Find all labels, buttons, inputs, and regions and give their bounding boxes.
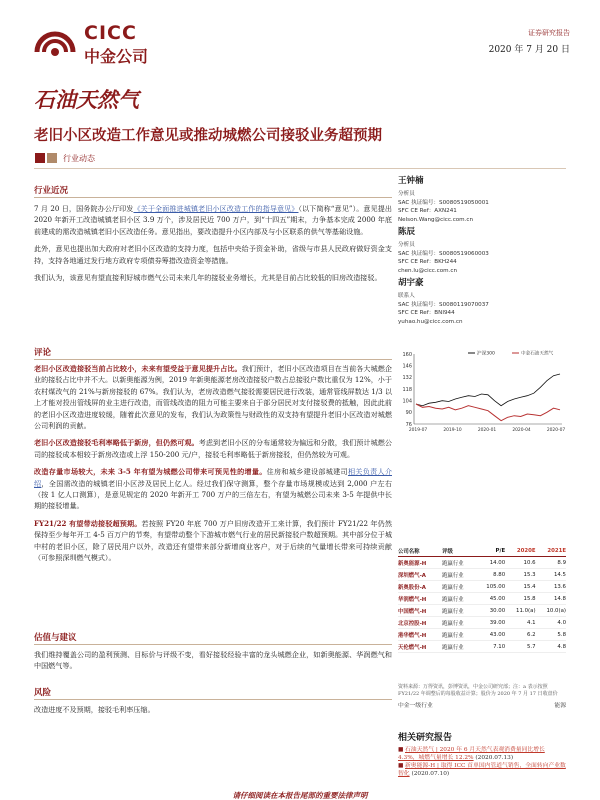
table-cell: 5.8	[536, 629, 566, 641]
company-name: 深圳燃气-A	[398, 569, 442, 581]
series-line-cicc-oil-gas	[416, 404, 560, 421]
paragraph: 改造进度不及预期，接驳毛利率压缩。	[34, 705, 155, 714]
paragraph-lead: 老旧小区改造接驳当前占比较小，未来有望受益于意见提升占比。	[34, 364, 242, 373]
table-cell: 跑赢行业	[442, 629, 476, 641]
analyst-role: 分析员	[398, 191, 415, 197]
analyst-sfc: SFC CE Ref：AXN241	[398, 208, 457, 215]
analyst-sac: SAC 执证编号：S0080119070037	[398, 301, 489, 308]
company-name: 天伦燃气-H	[398, 641, 442, 653]
logo-text-cn: 中金公司	[84, 47, 149, 66]
table-cell: 30.00	[476, 605, 505, 617]
table-cell: 11.0(a)	[505, 605, 535, 617]
table-cell: 15.8	[505, 593, 535, 605]
analyst-email[interactable]: yuhao.hu@cicc.com.cn	[398, 318, 463, 325]
analyst-sfc: SFC CE Ref：BKH244	[398, 259, 457, 266]
x-tick-label: 2020-07	[546, 428, 566, 433]
x-tick-label: 2019-07	[408, 428, 428, 433]
table-header: 公司名称	[398, 546, 442, 557]
cicc-logo-mark-icon	[31, 22, 79, 66]
company-name: 北京控股-H	[398, 617, 442, 629]
text: ，全国需改造的城镇老旧小区涉及居民上亿人。经过我们保守测算，整个存量市场规模或达到 2,000 户左右（按 1 亿人口测算），是意见规定的 2020 年新开工 700 万户的三倍左右，有望为城燃公司未来 3-5 年提供中长期的接驳增量。	[34, 478, 392, 511]
analyst-name: 陈辰	[398, 227, 416, 237]
x-tick-label: 2020-01	[477, 428, 497, 433]
table-cell: 8.9	[536, 557, 566, 569]
analyst-sac: SAC 执证编号：S0080519050001	[398, 199, 489, 206]
table-cell: 14.00	[476, 557, 505, 569]
analyst-name: 王钟楠	[398, 176, 424, 186]
section-heading: 估值与建议	[34, 631, 392, 645]
section-valuation	[34, 631, 392, 672]
table-cell: 105.00	[476, 581, 505, 593]
company-name: 港华燃气-H	[398, 629, 442, 641]
table-cell: 14.5	[536, 569, 566, 581]
analyst-email[interactable]: chen.lu@cicc.com.cn	[398, 267, 457, 274]
table-row	[398, 569, 566, 581]
table-cell: 45.00	[476, 593, 505, 605]
table-cell: 6.2	[505, 629, 535, 641]
analyst-email[interactable]: Nelson.Wang@cicc.com.cn	[398, 216, 474, 223]
paragraph-lead: 老旧小区改造接驳毛利率略低于新房，但仍然可观。	[34, 438, 199, 448]
analyst-1	[398, 174, 566, 224]
analyst-2	[398, 225, 566, 275]
table-cell: 4.8	[536, 641, 566, 653]
logo-text-en: CICC	[84, 22, 137, 44]
divider	[34, 168, 566, 169]
table-row	[398, 581, 566, 593]
analyst-name: 胡宇豪	[398, 278, 424, 288]
paragraph	[34, 363, 392, 431]
table-footer	[398, 700, 566, 709]
table-cell: 8.80	[476, 569, 505, 581]
table-cell: 4.0	[536, 617, 566, 629]
analyst-role: 联系人	[398, 293, 415, 299]
section-heading: 行业近况	[34, 184, 392, 198]
table-cell: 4.1	[505, 617, 535, 629]
analyst-sfc: SFC CE Ref：BNI944	[398, 310, 455, 317]
table-cell: 15.4	[505, 581, 535, 593]
paragraph: 我们认为，该意见有望直接利好城市燃气公司未来几年的接驳业务增长，尤其是目前占比较低的旧房改造接驳。	[34, 273, 382, 283]
related-date: (2020.07.13)	[475, 755, 514, 762]
table-header: 评级	[442, 546, 476, 557]
table-header-row	[398, 546, 566, 557]
guideline-link[interactable]: 《关于全面推进城镇老旧小区改造工作的指导意见》	[133, 204, 299, 213]
report-type: 证券研究报告	[528, 29, 570, 37]
legend-label: 中金石油天然气	[521, 351, 554, 357]
tag-square-icon	[35, 153, 45, 163]
table-row	[398, 617, 566, 629]
section-heading: 评论	[34, 346, 392, 360]
table-cell: 跑赢行业	[442, 641, 476, 653]
report-headline: 老旧小区改造工作意见或推动城燃公司接驳业务超预期	[34, 127, 382, 144]
text: 考虑到老旧小区的分布通常较为偏远和分散，我们预计城燃公司的接驳成本相较于新房改造或上浮 150-200 元/户，接驳毛利率略低于新房接驳，但仍然较为可观。	[34, 438, 393, 459]
y-tick-label: 76	[405, 421, 412, 428]
table-cell: 跑赢行业	[442, 593, 476, 605]
analyst-3	[398, 276, 566, 326]
legend-label: 沪深300	[477, 351, 495, 357]
tag-square-icon	[47, 153, 57, 163]
paragraph-lead: 改造存量市场较大，未来 3-5 年有望为城燃公司带来可预见性的增量。	[34, 467, 267, 477]
related-heading: 相关研究报告	[398, 733, 453, 743]
text: （以下简称“意见”）。意见提出 2020 年新开工改造城镇老旧小区 3.9 万个，涉及居民近 700 万户，到“十四五”期末，力争基本完成 2000 年底前建成的需改造城镇老旧小区改造任务。意见指出，要改造提升小区内部及与小区联系的供气等基础设施。	[34, 204, 392, 236]
paragraph: 我们维持覆盖公司的盈利预测、目标价与评级不变，看好接驳经验丰富的龙头城燃企业，如新奥能源、华润燃气和中国燃气等。	[34, 650, 392, 671]
company-name: 新奥能源-H	[398, 557, 442, 569]
table-cell: 7.10	[476, 641, 505, 653]
y-tick-label: 118	[402, 386, 412, 393]
table-row	[398, 605, 566, 617]
text: 若按照 FY20 年底 700 万户旧房改造开工来计算，我们预计 FY21/22 年仍然保持至少每年开工 4-5 百万户的节奏，有望带动整个下游城市燃气行业的居民新接驳户数超预期。其中部分位于城中村的老旧小区，除了居民用户以外，改造还有望带来部分新增商业客户，对于后续的气量增长带来可持续贡献（可参照深圳燃气模式）。	[34, 518, 393, 563]
table-cell: 39.00	[476, 617, 505, 629]
table-row	[398, 629, 566, 641]
section-recent	[34, 184, 392, 283]
section-comment	[34, 346, 392, 564]
section-risk	[34, 686, 392, 715]
x-tick-label: 2019-10	[443, 428, 462, 433]
x-tick-label: 2020-04	[512, 428, 531, 433]
paragraph	[34, 466, 392, 512]
table-cell: 跑赢行业	[442, 605, 476, 617]
related-item[interactable]	[398, 762, 566, 779]
paragraph	[34, 518, 392, 564]
table-cell: 10.0(a)	[536, 605, 566, 617]
table-footer-right: 能源	[554, 703, 566, 709]
related-link[interactable]: 石油天然气 | 2020 年 6 月天然气表观消费量同比增长 4.3%，城燃气量增长 12.2%	[398, 747, 545, 762]
series-line-hs300	[416, 374, 560, 406]
related-item[interactable]	[398, 746, 566, 763]
report-date: 2020 年 7 月 20 日	[488, 45, 570, 55]
related-link[interactable]: 新奥能源-H | 取得 ICC 首单国内管道气销售，全面转向产业数智化	[398, 763, 566, 778]
table-cell: 跑赢行业	[442, 557, 476, 569]
text: 住房和城乡建设部城建司	[266, 467, 348, 477]
paragraph: 此外，意见也提出加大政府对老旧小区改造的支持力度，包括中央给予资金补助，省级与市县人民政府做好资金支持，支持各地通过发行地方政府专项债券筹措改造资金等措施。	[34, 244, 392, 265]
y-tick-label: 132	[402, 375, 412, 382]
y-tick-label: 160	[402, 351, 412, 358]
table-header: P/E	[476, 546, 505, 557]
legal-footer: 请仔细阅读在本报告尾部的重要法律声明	[232, 791, 368, 800]
table-row	[398, 641, 566, 653]
table-row	[398, 557, 566, 569]
analyst-sac: SAC 执证编号：S0080519060003	[398, 250, 489, 257]
table-header: 2021E	[536, 546, 566, 557]
table-cell: 13.6	[536, 581, 566, 593]
company-name: 新奥股份-A	[398, 581, 442, 593]
industry-title: 石油天然气	[34, 87, 139, 112]
table-cell: 5.7	[505, 641, 535, 653]
y-tick-label: 90	[405, 410, 412, 417]
section-heading: 风险	[34, 686, 392, 700]
table-source: 资料来源：万得资讯，彭博资讯，中金公司研究部；注：a 表示按照 FY21/22 年调整后的每股收益计算；股价为 2020 年 7 月 17 日收盘价	[398, 684, 558, 697]
report-tag: 行业动态	[63, 154, 95, 163]
table-header: 2020E	[505, 546, 535, 557]
table-cell: 14.8	[536, 593, 566, 605]
bullet-icon: ■	[398, 747, 404, 753]
y-tick-label: 104	[402, 398, 412, 405]
company-name: 中国燃气-H	[398, 605, 442, 617]
table-cell: 15.3	[505, 569, 535, 581]
valuation-table	[398, 546, 566, 653]
paragraph-lead: FY21/22 有望带动接驳超预期。	[34, 518, 142, 528]
official-link[interactable]: 相关负责人介绍	[34, 467, 392, 488]
related-date: (2020.07.10)	[411, 771, 450, 778]
analyst-role: 分析员	[398, 242, 415, 248]
company-name: 华润燃气-H	[398, 593, 442, 605]
text: 7 月 20 日，国务院办公厅印发	[34, 204, 134, 213]
table-cell: 跑赢行业	[442, 569, 476, 581]
paragraph	[34, 203, 392, 237]
table-cell: 10.6	[505, 557, 535, 569]
table-cell: 跑赢行业	[442, 581, 476, 593]
text: 我们预计，老旧小区改造项目在当前各大城燃企业的接驳占比中并不大。以新奥能源为例，2019 年新奥能源老房改造接驳户数占总接驳户数比重仅为 12%，小于农村煤改气的 21%与新房接驳的 67%。我们认为，老房改造燃气接驳需要居民进行改装，通常管线屏数达 1/3 以上才能对投出管线屏的业主进行改造，而管线改造的阻力可能主要来自于部分居民对支付接驳费的抵触，因此此前的老旧小区改造进度较缓，随着此次意见的发布，我们认为政策性与财政性的双支持有望提升老旧小区改造对城燃公司利润的贡献。	[34, 364, 393, 431]
performance-chart	[398, 346, 566, 438]
table-cell: 跑赢行业	[442, 617, 476, 629]
table-cell: 43.00	[476, 629, 505, 641]
y-tick-label: 146	[402, 363, 412, 370]
table-footer-left: 中金一级行业	[398, 703, 433, 709]
paragraph	[34, 437, 392, 460]
table-row	[398, 593, 566, 605]
bullet-icon: ■	[398, 763, 404, 769]
